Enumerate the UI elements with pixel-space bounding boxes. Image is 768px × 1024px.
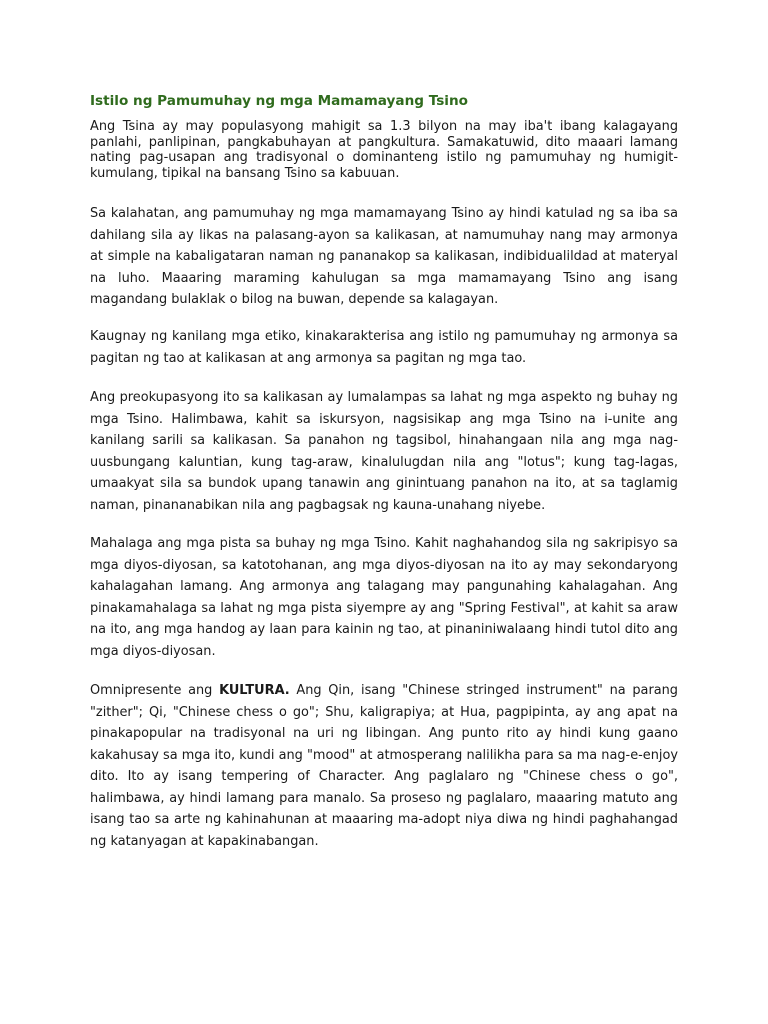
- document-title: Istilo ng Pamumuhay ng mga Mamamayang Tsino: [90, 93, 468, 109]
- paragraph-1: Ang Tsina ay may populasyong mahigit sa 1.3 bilyon na may iba't ibang kalagayang panlahi, panlipinan, pangkabuhayan at pangkultura. Samakatuwid, dito maaari lamang nating pag-usapan ang tradisyonal o dominanteng istilo ng pamumuhay ng humigit-kumulang, tipikal na bansang Tsino sa kabuuan.: [90, 119, 678, 181]
- paragraph-2: Sa kalahatan, ang pamumuhay ng mga mamamayang Tsino ay hindi katulad ng sa iba sa dahilang sila ay likas na palasang-ayon sa kalikasan, at namumuhay nang may armonya at simple na kabaligataran naman ng pananakop sa kalikasan, indibidualildad at materyal na luho. Maaaring maraming kahulugan sa mga mamamayang Tsino ang isang magandang bulaklak o bilog na buwan, depende sa kalagayan.: [90, 206, 678, 307]
- paragraph-6-rest: Ang Qin, isang "Chinese stringed instrument" na parang "zither"; Qi, "Chinese chess o go"; Shu, kaligrapiya; at Hua, pagpipinta, ay ang apat na pinakapopular na tradisyonal na uri ng libingan. Ang punto rito ay hindi kung gaano kakahusay sa mga ito, kundi ang "mood" at atmosperang nalilikha para sa ma nag-e-enjoy dito. Ito ay isang tempering of Character. Ang paglalaro ng "Chinese chess o go", halimbawa, ay hindi lamang para manalo. Sa proseso ng paglalaro, maaaring matuto ang isang tao sa arte ng kahinahunan at maaaring ma-adopt niya diwa ng hindi paghahangad ng katanyagan at kapakinabangan.: [90, 683, 678, 849]
- paragraph-5: Mahalaga ang mga pista sa buhay ng mga Tsino. Kahit naghahandog sila ng sakripisyo sa mga diyos-diyosan, sa katotohanan, ang mga diyos-diyosan na ito ay may sekondaryong kahalagahan lamang. Ang armonya ang talagang may pangunahing kahalagahan. Ang pinakamahalaga sa lahat ng mga pista siyempre ay ang "Spring Festival", at kahit sa araw na ito, ang mga handog ay laan para kainin ng tao, at pinaniniwalaang hindi tutol dito ang mga diyos-diyosan.: [90, 536, 678, 659]
- paragraph-3: Kaugnay ng kanilang mga etiko, kinakarakterisa ang istilo ng pamumuhay ng armonya sa pagitan ng tao at kalikasan at ang armonya sa pagitan ng mga tao.: [90, 329, 678, 366]
- paragraph-6: [90, 680, 678, 852]
- kultura-emphasis: KULTURA.: [219, 683, 290, 698]
- paragraph-6-lead: Omnipresente ang: [90, 683, 220, 698]
- paragraph-4: Ang preokupasyong ito sa kalikasan ay lumalampas sa lahat ng mga aspekto ng buhay ng mga Tsino. Halimbawa, kahit sa iskursyon, nagsisikap ang mga Tsino na i-unite ang kanilang sarili sa kalikasan. Sa panahon ng tagsibol, hinahangaan nila ang mga nag-uusbungang kaluntian, kung tag-araw, kinalulugdan nila ang "lotus"; kung tag-lagas, umaakyat sila sa bundok upang tanawin ang ginintuang panahon na ito, at sa taglamig naman, pinananabikan nila ang pagbagsak ng kauna-unahang niyebe.: [90, 390, 678, 513]
